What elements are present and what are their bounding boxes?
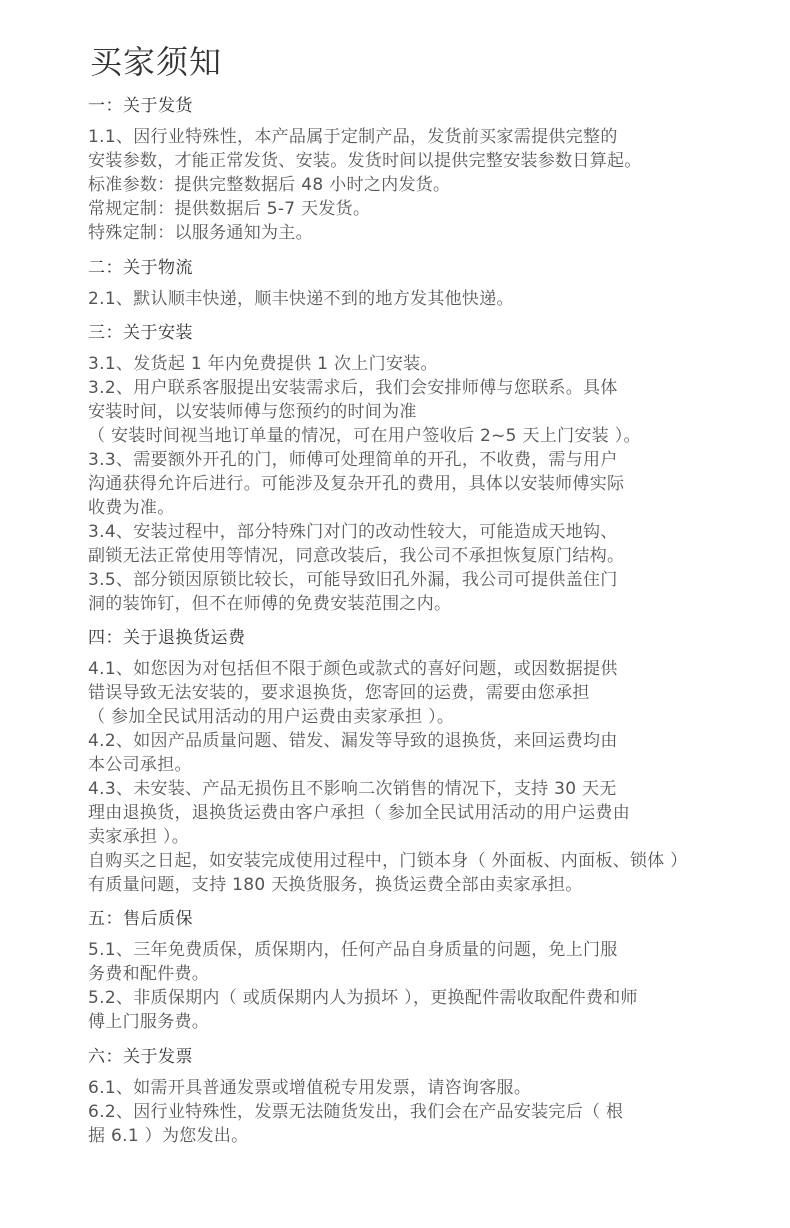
text-line: 4.3、未安装、产品无损伤且不影响二次销售的情况下，支持 30 天无: [88, 778, 617, 799]
text-line: 3.4、安装过程中，部分特殊门对门的改动性较大，可能造成天地钩、: [88, 521, 618, 542]
text-line: 副锁无法正常使用等情况，同意改装后，我公司不承担恢复原门结构。: [88, 545, 625, 566]
section-heading: 三：关于安装: [88, 323, 193, 344]
text-line: 卖家承担 ）。: [88, 826, 190, 847]
section-shipping: [88, 94, 728, 246]
text-line: 有质量问题，支持 180 天换货服务，换货运费全部由卖家承担。: [88, 874, 583, 895]
text-line: 特殊定制：以服务通知为主。: [88, 222, 313, 243]
section-heading: 五：售后质保: [88, 909, 193, 930]
section-heading: 一：关于发货: [88, 96, 193, 116]
text-line: （ 参加全民试用活动的用户运费由卖家承担 ）。: [88, 707, 455, 728]
buyer-notice-page: [88, 40, 728, 1159]
section-body: [88, 658, 728, 897]
section-returns: [88, 626, 728, 897]
text-line: 理由退换货，退换货运费由客户承担（ 参加全民试用活动的用户运费由: [88, 802, 631, 823]
text-line: 6.1、如需开具普通发票或增值税专用发票，请咨询客服。: [88, 1078, 532, 1099]
section-warranty: [88, 907, 728, 1035]
section-body: [88, 939, 728, 1035]
text-line: 错误导致无法安装的，要求退换货，您寄回的运费，需要由您承担: [88, 683, 590, 704]
text-line: 5.2、非质保期内（ 或质保期内人为损坏 ），更换配件需收取配件费和师: [88, 988, 638, 1009]
text-line: （ 安装时间视当地订单量的情况，可在用户签收后 2~5 天上门安装 ）。: [88, 426, 641, 447]
text-line: 据 6.1 ）为您发出。: [88, 1125, 249, 1146]
text-line: 4.1、如您因为对包括但不限于颜色或款式的喜好问题，或因数据提供: [88, 659, 618, 680]
text-line: 3.1、发货起 1 年内免费提供 1 次上门安装。: [88, 354, 438, 375]
text-line: 傅上门服务费。: [88, 1012, 210, 1033]
text-line: 收费为准。: [88, 497, 175, 518]
page-title: 买家须知: [90, 43, 223, 81]
text-line: 常规定制：提供数据后 5-7 天发货。: [88, 198, 371, 219]
text-line: 安装时间，以安装师傅与您预约的时间为准: [88, 402, 417, 423]
section-body: [88, 288, 728, 312]
text-line: 沟通获得允许后进行。可能涉及复杂开孔的费用，具体以安装师傅实际: [88, 473, 625, 494]
section-logistics: [88, 256, 728, 312]
text-line: 务费和配件费。: [88, 964, 210, 985]
text-line: 安装参数，才能正常发货、安装。发货时间以提供完整安装参数日算起。: [88, 150, 642, 171]
text-line: 自购买之日起，如安装完成使用过程中，门锁本身（ 外面板、内面板、锁体 ）: [88, 850, 688, 871]
section-body: [88, 353, 728, 616]
text-line: 2.1、默认顺丰快递，顺丰快递不到的地方发其他快递。: [88, 288, 514, 309]
section-invoice: [88, 1045, 728, 1149]
text-line: 本公司承担。: [88, 755, 192, 776]
section-heading: 六：关于发票: [88, 1047, 193, 1068]
section-heading: 二：关于物流: [88, 257, 193, 278]
text-line: 3.5、部分锁因原锁比较长，可能导致旧孔外漏，我公司可提供盖住门: [88, 569, 618, 590]
text-line: 3.3、需要额外开孔的门，师傅可处理简单的开孔，不收费，需与用户: [88, 450, 618, 471]
section-heading: 四：关于退换货运费: [88, 628, 246, 649]
section-installation: [88, 321, 728, 616]
text-line: 5.1、三年免费质保，质保期内，任何产品自身质量的问题，免上门服: [88, 940, 618, 961]
text-line: 4.2、如因产品质量问题、错发、漏发等导致的退换货，来回运费均由: [88, 731, 618, 752]
section-body: [88, 1077, 728, 1149]
section-body: [88, 126, 728, 246]
text-line: 6.2、因行业特殊性，发票无法随货发出，我们会在产品安装完后（ 根: [88, 1102, 624, 1122]
text-line: 洞的装饰钉，但不在师傅的免费安装范围之内。: [88, 593, 452, 614]
text-line: 3.2、用户联系客服提出安装需求后，我们会安排师傅与您联系。具体: [88, 378, 618, 399]
text-line: 标准参数：提供完整数据后 48 小时之内发货。: [88, 174, 451, 195]
text-line: 1.1、因行业特殊性，本产品属于定制产品，发货前买家需提供完整的: [88, 127, 618, 147]
